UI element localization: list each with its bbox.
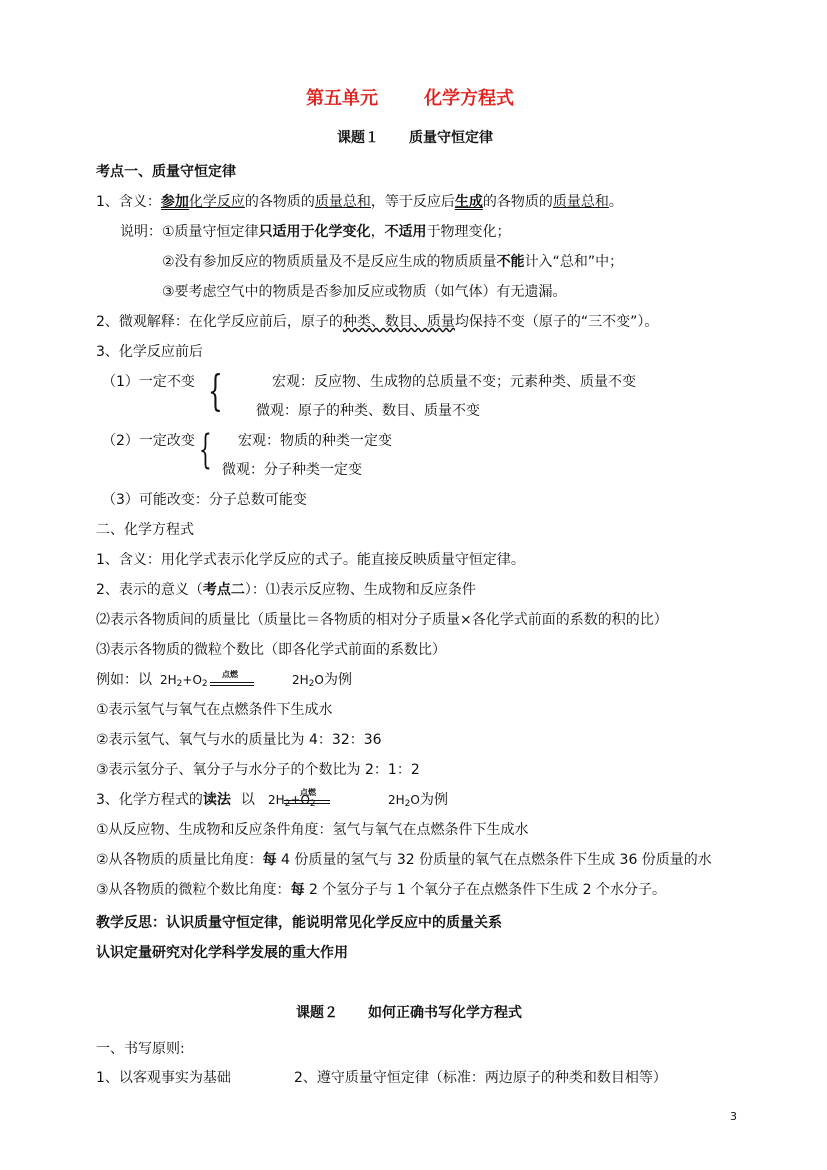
section-heading-equation: 二、化学方程式: [96, 522, 194, 538]
eq-term: 2H: [160, 673, 177, 687]
page-number: 3: [730, 1110, 737, 1123]
definition-text: ，等于反应后: [370, 194, 455, 210]
lesson-1-number: 课题１: [337, 130, 379, 146]
definition-text: 的各物质的: [482, 194, 553, 210]
definition-text: 的各物质的: [244, 194, 315, 210]
definition-line: [96, 192, 623, 212]
eq-subscript: 2: [201, 679, 208, 689]
note-text: 计入“总和”中；: [524, 254, 624, 270]
changed-micro: 微观：分子种类一定变: [222, 462, 362, 478]
eq-term: 2H: [388, 793, 405, 807]
note-text: 说明：①质量守恒定律: [120, 224, 259, 240]
equation-2-right: [388, 790, 420, 814]
note-text: ，: [370, 224, 385, 240]
reading-2: [96, 850, 712, 870]
brace-changed: {: [199, 427, 212, 473]
section-heading-conservation: 考点一、质量守恒定律: [96, 164, 236, 180]
note-text: ②没有参加反应的物质质量及不是反应生成的物质质量: [162, 254, 497, 270]
eq-subscript: 2: [308, 679, 315, 689]
definition-text: 。: [608, 194, 623, 210]
equation-2-bar-top: [284, 800, 330, 801]
eq-term: O: [314, 673, 324, 687]
reading-emphasis: 读法: [202, 792, 231, 808]
eq-subscript: 2: [404, 799, 411, 809]
note-emphasis: 只适用于化学变化: [258, 224, 371, 240]
eq-subscript: 2: [284, 799, 291, 809]
equation-2-condition: 点燃: [300, 788, 316, 797]
equation-1-left: [160, 670, 208, 694]
principle-2: 2、遵守质量守恒定律（标准：两边原子的种类和数目相等）: [294, 1070, 667, 1086]
meaning-text: 2、表示的意义（: [96, 582, 203, 598]
reading-3: [96, 880, 666, 900]
note-emphasis: 不适用: [384, 224, 427, 240]
reading-emphasis: 每: [290, 882, 305, 898]
equation-1-suffix: 为例: [324, 672, 352, 688]
reading-1: ①从反应物、生成物和反应条件角度：氢气与氧气在点燃条件下生成水: [96, 822, 529, 838]
equation-2-suffix: 为例: [420, 792, 448, 808]
lesson-2-title: [296, 1003, 522, 1023]
unchanged-micro: 微观：原子的种类、数目、质量不变: [256, 403, 480, 419]
eq-term: +O: [290, 793, 310, 807]
brace-unchanged: {: [208, 366, 223, 415]
teaching-reflection-2: 认识定量研究对化学科学发展的重大作用: [96, 945, 348, 961]
example-3: ③表示氢分子、氧分子与水分子的个数比为 2：1：2: [96, 762, 420, 778]
micro-three-unchanged: 种类、数目、质量: [342, 314, 455, 330]
unit-title-name: 化学方程式: [424, 88, 514, 109]
definition-mass-sum: 质量总和: [314, 194, 371, 210]
equation-definition: 1、含义：用化学式表示化学反应的式子。能直接反映质量守恒定律。: [96, 552, 525, 568]
equation-1-right: [292, 670, 324, 694]
reading-text: 3、化学方程式的: [96, 792, 203, 808]
meaning-key-point: 考点二: [202, 582, 245, 598]
principle-1: 1、以客观事实为基础: [96, 1070, 231, 1086]
example-line: [96, 670, 152, 690]
lesson-2-number: 课题２: [296, 1005, 338, 1021]
teaching-reflection-1: 教学反思：认识质量守恒定律，能说明常见化学反应中的质量关系: [96, 915, 502, 931]
reading-text: 2 个氢分子与 1 个氧分子在点燃条件下生成 2 个水分子。: [304, 882, 666, 898]
eq-subscript: 2: [176, 679, 183, 689]
reading-text: ③从各物质的微粒个数比角度：: [96, 882, 291, 898]
changed-macro: 宏观：物质的种类一定变: [238, 433, 392, 449]
note-line-1: [120, 222, 511, 242]
micro-text: 均保持不变（原子的“三不变”）。: [454, 314, 659, 330]
reading-text: 以: [240, 792, 255, 808]
eq-term: 2H: [268, 793, 285, 807]
meaning-line-3: ⑶表示各物质的微粒个数比（即各化学式前面的系数比）: [96, 642, 446, 658]
reading-emphasis: 每: [262, 852, 277, 868]
micro-text: 2、微观解释：在化学反应前后，原子的: [96, 314, 343, 330]
lesson-2-name: 如何正确书写化学方程式: [368, 1005, 522, 1021]
unchanged-macro: 宏观：反应物、生成物的总质量不变；元素种类、质量不变: [272, 374, 636, 390]
micro-explanation: [96, 312, 658, 332]
definition-participate: 参加: [160, 194, 189, 210]
unit-title-number: 第五单元: [306, 88, 378, 109]
equation-1-bar-top: [210, 682, 254, 683]
unit-title: [306, 89, 514, 109]
example-2: ②表示氢气、氧气与水的质量比为 4：32：36: [96, 732, 382, 748]
reading-text: 4 份质量的氢气与 32 份质量的氧气在点燃条件下生成 36 份质量的水: [276, 852, 712, 868]
changed-label: （2）一定改变: [102, 433, 195, 449]
note-text: 于物理变化；: [426, 224, 511, 240]
definition-chemical-reaction: 化学反应: [188, 194, 245, 210]
unchanged-label: （1）一定不变: [102, 374, 195, 390]
before-after-heading: 3、化学反应前后: [96, 344, 203, 360]
example-prefix: 例如：以: [96, 672, 152, 688]
eq-term: 2H: [292, 673, 309, 687]
equation-1-bar-bottom: [210, 685, 254, 686]
note-line-3: ③要考虑空气中的物质是否参加反应或物质（如气体）有无遗漏。: [162, 284, 567, 300]
eq-subscript: 2: [309, 799, 316, 809]
meaning-text: ）：⑴表示反应物、生成物和反应条件: [244, 582, 476, 598]
reading-text: ②从各物质的质量比角度：: [96, 852, 263, 868]
meaning-line-1: [96, 580, 476, 600]
note-emphasis: 不能: [496, 254, 525, 270]
maybe-changed: （3）可能改变：分子总数可能变: [102, 492, 307, 508]
equation-1-condition: 点燃: [222, 670, 238, 679]
meaning-line-2: ⑵表示各物质间的质量比（质量比＝各物质的相对分子质量×各化学式前面的系数的积的比）: [96, 612, 668, 628]
lesson-1-name: 质量守恒定律: [409, 130, 493, 146]
definition-mass-sum-2: 质量总和: [552, 194, 609, 210]
eq-term: O: [410, 793, 420, 807]
note-line-2: [162, 252, 623, 272]
reading-heading: [96, 790, 255, 810]
equation-2-bar-bottom: [284, 803, 330, 804]
definition-prefix: 1、含义：: [96, 194, 161, 210]
principles-heading: 一、书写原则:: [96, 1041, 185, 1057]
example-1: ①表示氢气与氧气在点燃条件下生成水: [96, 702, 333, 718]
definition-produce: 生成: [454, 194, 483, 210]
eq-term: +O: [182, 673, 202, 687]
lesson-1-title: [337, 128, 493, 148]
